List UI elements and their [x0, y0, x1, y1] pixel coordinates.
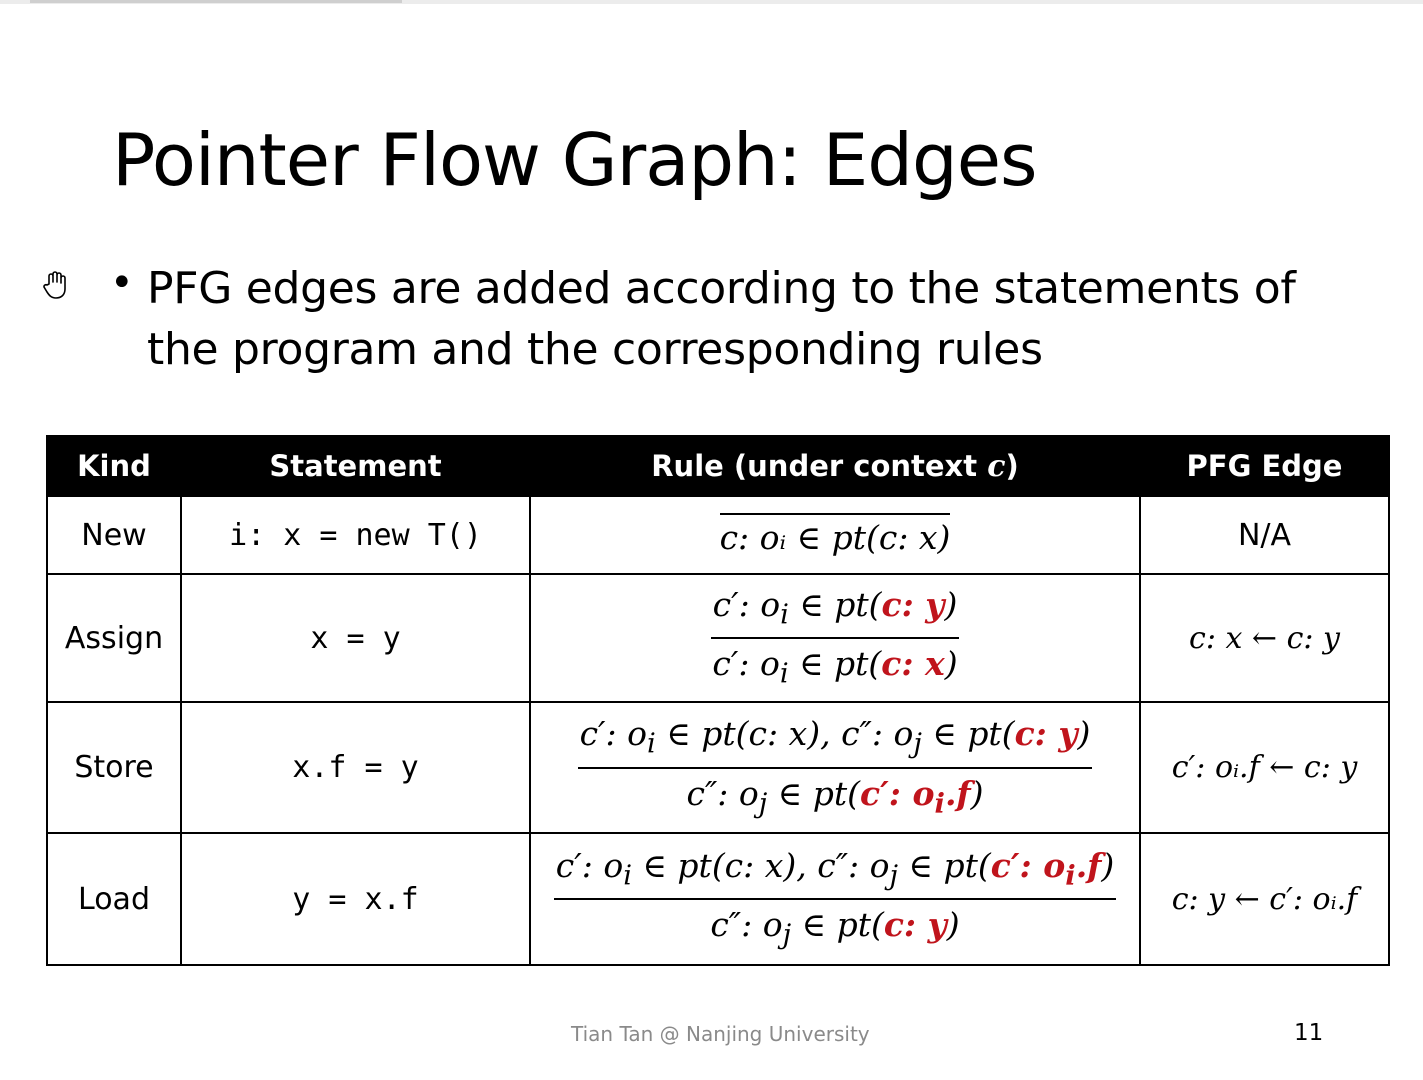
rule-conclusion: c″: $o_j$ ∈ pt(c: y)	[710, 905, 960, 951]
slide-title: Pointer Flow Graph: Edges	[112, 118, 1037, 202]
header-rule	[530, 436, 1140, 496]
table-header-row	[47, 436, 1389, 496]
edge-cell: c′: oᵢ.f ← c: y	[1140, 702, 1389, 833]
bullet-text: PFG edges are added according to the statements of the program and the corresponding rules	[147, 263, 1296, 375]
top-strip-accent	[30, 0, 402, 3]
edge-cell: c: x ← c: y	[1140, 574, 1389, 702]
table-row-load	[47, 833, 1389, 965]
header-rule-context: c	[987, 448, 1006, 484]
footer-credit: Tian Tan @ Nanjing University	[571, 1022, 870, 1046]
edge-cell: c: y ← c′: oᵢ.f	[1140, 833, 1389, 965]
rule-cell	[530, 574, 1140, 702]
statement-cell: x = y	[181, 574, 530, 702]
bullet-dot: •	[110, 260, 134, 306]
rule-fraction	[554, 847, 1117, 951]
table-row-new	[47, 496, 1389, 574]
rules-table	[46, 435, 1390, 966]
header-rule-suffix: )	[1005, 448, 1019, 483]
edge-cell: N/A	[1140, 496, 1389, 574]
rule-fraction	[578, 715, 1093, 819]
kind-cell: Load	[47, 833, 181, 965]
rule-premise: c′: $o_i$ ∈ pt(c: x), c″: $o_j$ ∈ pt(c′: $o_i.f$)	[554, 847, 1117, 900]
header-rule-prefix: Rule (under context	[651, 448, 988, 483]
rule-conclusion: c′: $o_i$ ∈ pt(c: x)	[712, 644, 958, 690]
kind-cell: New	[47, 496, 181, 574]
statement-cell: i: x = new T()	[181, 496, 530, 574]
hand-cursor-icon	[42, 270, 70, 300]
statement-cell: x.f = y	[181, 702, 530, 833]
header-kind: Kind	[47, 436, 181, 496]
rule-conclusion: c″: $o_j$ ∈ pt(c′: $o_i.f$)	[686, 773, 984, 820]
table-row-store	[47, 702, 1389, 833]
rule-conclusion-text: c: oᵢ ∈ pt(c: x)	[719, 517, 951, 557]
kind-cell: Assign	[47, 574, 181, 702]
rule-premise: c′: $o_i$ ∈ pt(c: x), c″: $o_j$ ∈ pt(c: y)	[578, 715, 1093, 768]
rule-fraction	[711, 586, 960, 690]
table-row-assign	[47, 574, 1389, 702]
kind-cell: Store	[47, 702, 181, 833]
statement-cell: y = x.f	[181, 833, 530, 965]
rule-fraction	[720, 513, 951, 557]
rule-cell	[530, 496, 1140, 574]
rule-conclusion	[720, 513, 951, 557]
rule-premise: c′: $o_i$ ∈ pt(c: y)	[711, 586, 960, 639]
rule-cell	[530, 702, 1140, 833]
header-edge: PFG Edge	[1140, 436, 1389, 496]
rule-cell	[530, 833, 1140, 965]
page-number: 11	[1294, 1020, 1324, 1046]
header-statement: Statement	[181, 436, 530, 496]
